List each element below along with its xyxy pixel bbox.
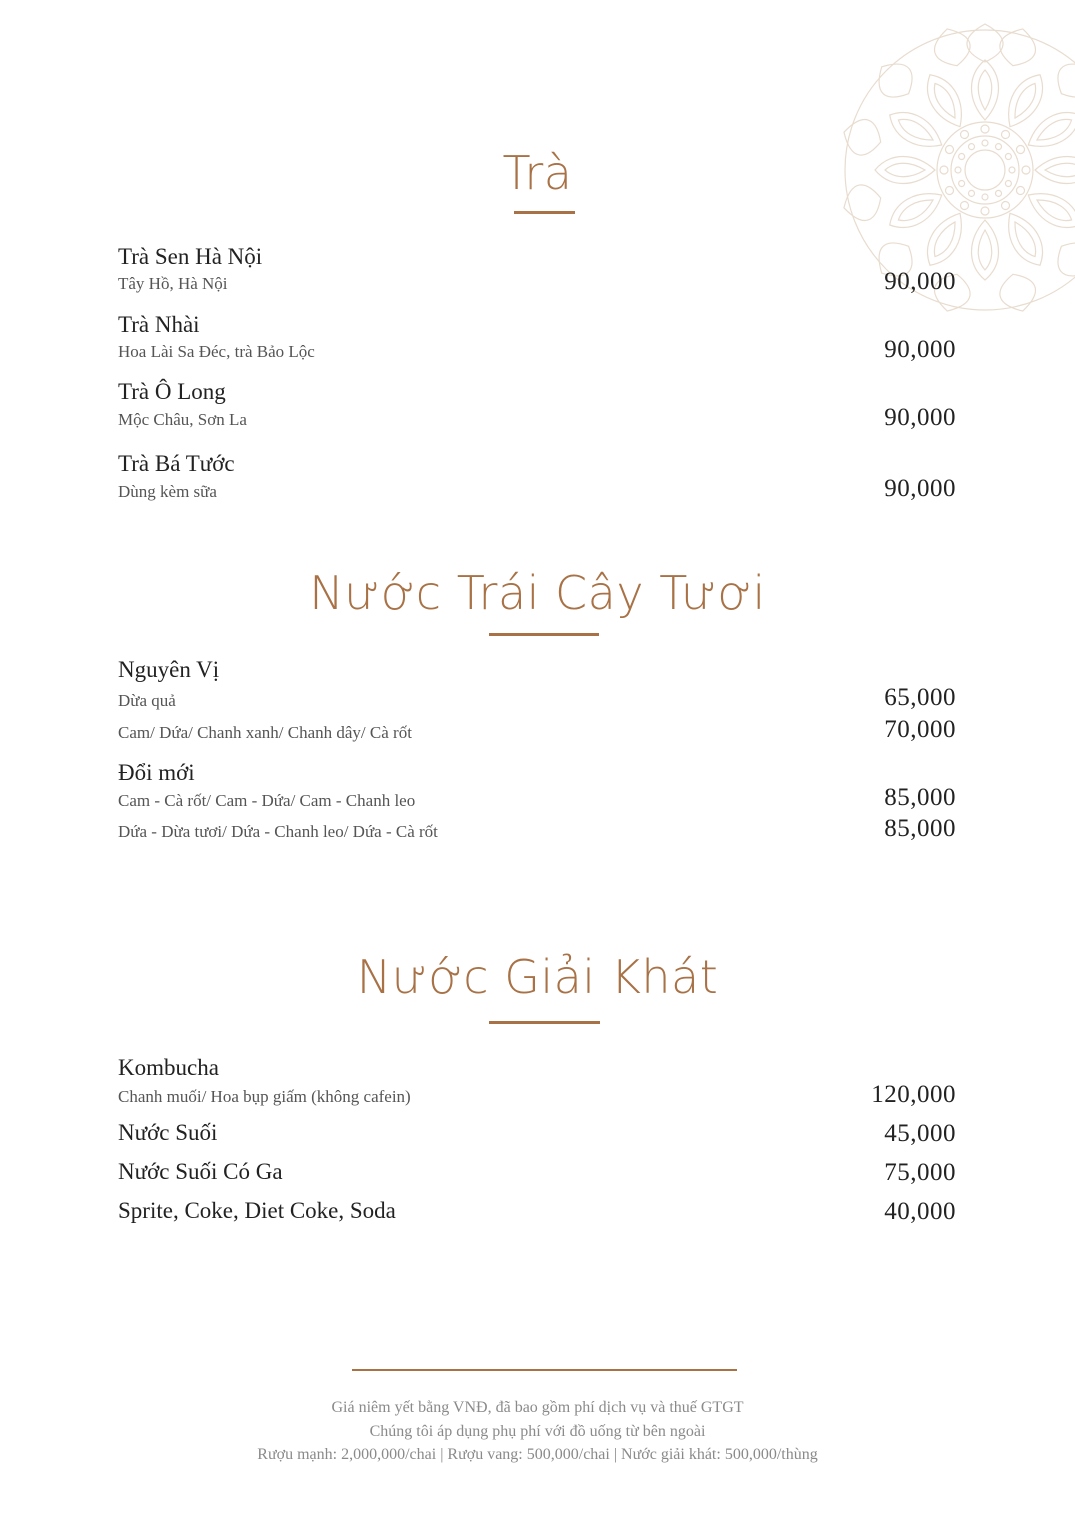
- section-title-fresh-juice: Nước Trái Cây Tươi: [309, 566, 766, 620]
- section-title-underline: [489, 633, 599, 636]
- menu-item-price: 45,000: [884, 1120, 956, 1147]
- menu-item-name: Kombucha: [118, 1055, 219, 1080]
- menu-item-name: Nước Suối: [118, 1120, 218, 1145]
- menu-item-price: 85,000: [884, 784, 956, 811]
- menu-group-name: Nguyên Vị: [118, 657, 220, 682]
- menu-item-name: Trà Sen Hà Nội: [118, 244, 263, 269]
- menu-item-description: Chanh muối/ Hoa bụp giấm (không cafein): [118, 1087, 411, 1106]
- menu-item-description: Dừa quả: [118, 691, 176, 710]
- menu-item-price: 90,000: [884, 475, 956, 502]
- menu-item-description: Cam - Cà rốt/ Cam - Dứa/ Cam - Chanh leo: [118, 791, 416, 810]
- menu-item-description: Dứa - Dừa tươi/ Dứa - Chanh leo/ Dứa - Cà rốt: [118, 822, 438, 841]
- menu-item-price: 65,000: [884, 684, 956, 711]
- menu-item-description: Cam/ Dứa/ Chanh xanh/ Chanh dây/ Cà rốt: [118, 723, 412, 742]
- menu-item-description: Mộc Châu, Sơn La: [118, 410, 247, 429]
- menu-item-name: Nước Suối Có Ga: [118, 1159, 283, 1184]
- menu-item-name: Sprite, Coke, Diet Coke, Soda: [118, 1198, 396, 1223]
- menu-item-price: 75,000: [884, 1159, 956, 1186]
- menu-item-price: 40,000: [884, 1198, 956, 1225]
- menu-item-price: 70,000: [884, 716, 956, 743]
- menu-item-price: 85,000: [884, 815, 956, 842]
- menu-item-name: Trà Bá Tước: [118, 451, 235, 476]
- section-title-soft-drinks: Nước Giải Khát: [356, 950, 719, 1004]
- menu-item-price: 120,000: [871, 1081, 956, 1108]
- footer-note: Chúng tôi áp dụng phụ phí với đồ uống từ bên ngoài: [369, 1423, 706, 1440]
- section-title-underline: [489, 1021, 600, 1024]
- menu-item-description: Hoa Lài Sa Đéc, trà Bảo Lộc: [118, 342, 315, 361]
- menu-item-price: 90,000: [884, 336, 956, 363]
- menu-item-description: Dùng kèm sữa: [118, 482, 217, 501]
- footer-note: Rượu mạnh: 2,000,000/chai | Rượu vang: 500,000/chai | Nước giải khát: 500,000/thùng: [257, 1446, 818, 1463]
- menu-item-name: Trà Nhài: [118, 312, 200, 337]
- section-title-underline: [514, 211, 575, 214]
- menu-item-price: 90,000: [884, 268, 956, 295]
- menu-item-price: 90,000: [884, 404, 956, 431]
- section-title-tea: Trà: [502, 146, 573, 200]
- menu-item-name: Trà Ô Long: [118, 379, 226, 404]
- footer-divider: [352, 1369, 737, 1371]
- menu-group-name: Đổi mới: [118, 760, 195, 785]
- footer-note: Giá niêm yết bằng VNĐ, đã bao gồm phí dịch vụ và thuế GTGT: [331, 1399, 744, 1416]
- menu-item-description: Tây Hồ, Hà Nội: [118, 274, 228, 293]
